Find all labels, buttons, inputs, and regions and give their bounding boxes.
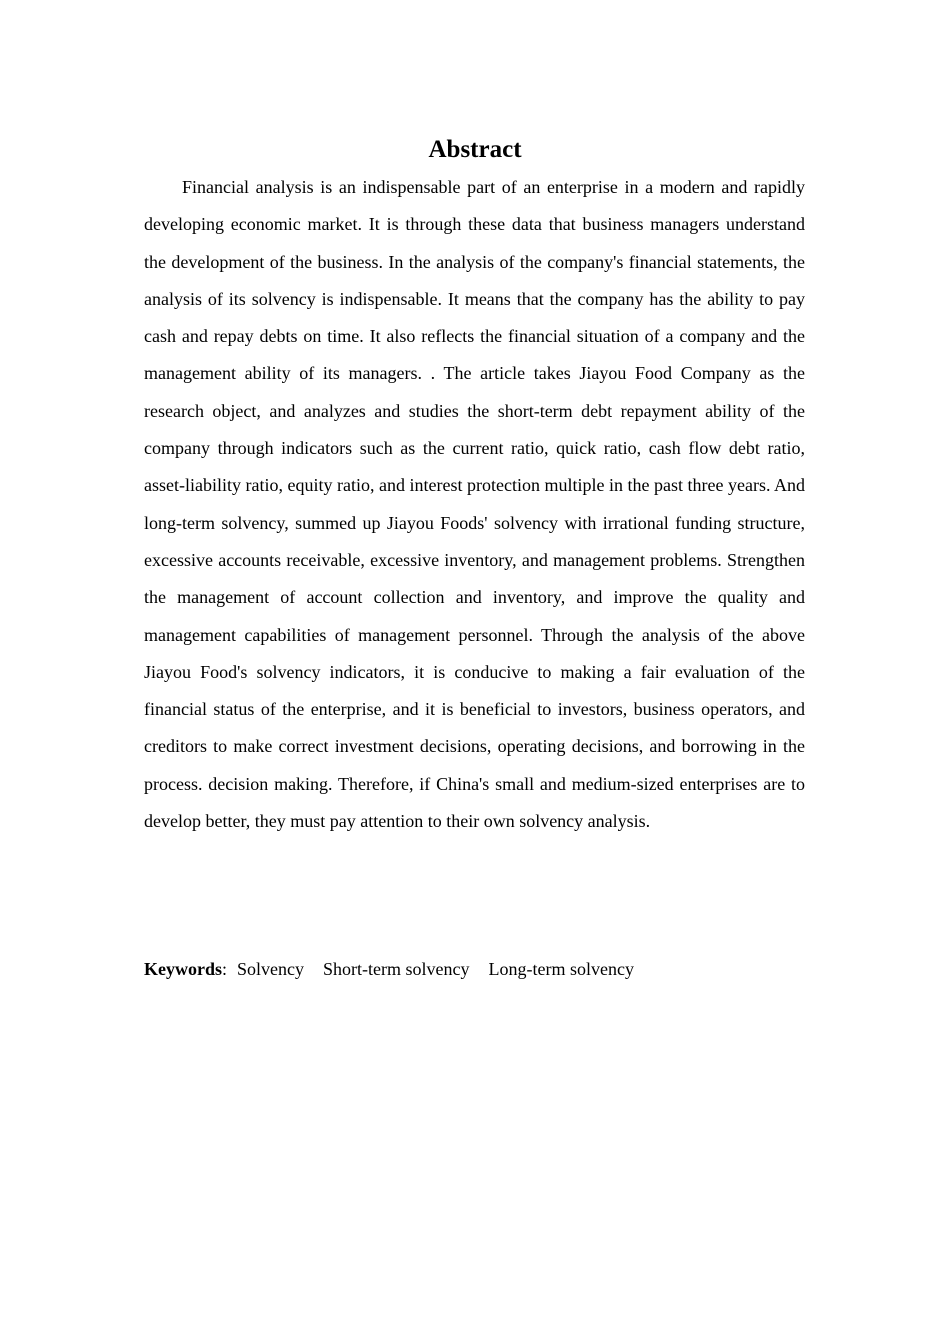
keywords-line	[144, 951, 805, 988]
keyword-item: Short-term solvency	[323, 959, 470, 979]
keyword-item: Solvency	[237, 959, 305, 979]
keywords-label: Keywords	[144, 959, 222, 979]
keywords-separator: :	[222, 959, 228, 979]
abstract-title: Abstract	[428, 136, 522, 163]
keyword-item: Long-term solvency	[488, 959, 634, 979]
abstract-body: Financial analysis is an indispensable part of an enterprise in a modern and rapidly developing economic market. It is through these data that business managers understand the development of the business. In the analysis of the company's financial statements, the analysis of its solvency is indispensable. It means that the company has the ability to pay cash and repay debts on time. It also reflects the financial situation of a company and the management ability of its managers. . The article takes Jiayou Food Company as the research object, and analyzes and studies the short-term debt repayment ability of the company through indicators such as the current ratio, quick ratio, cash flow debt ratio, asset-liability ratio, equity ratio, and interest protection multiple in the past three years. And long-term solvency, summed up Jiayou Foods' solvency with irrational funding structure, excessive accounts receivable, excessive inventory, and management problems. Strengthen the management of account collection and inventory, and improve the quality and management capabilities of management personnel. Through the analysis of the above Jiayou Food's solvency indicators, it is conducive to making a fair evaluation of the financial status of the enterprise, and it is beneficial to investors, business operators, and creditors to make correct investment decisions, operating decisions, and borrowing in the process. decision making. Therefore, if China's small and medium-sized enterprises are to develop better, they must pay attention to their own solvency analysis.	[144, 177, 805, 832]
